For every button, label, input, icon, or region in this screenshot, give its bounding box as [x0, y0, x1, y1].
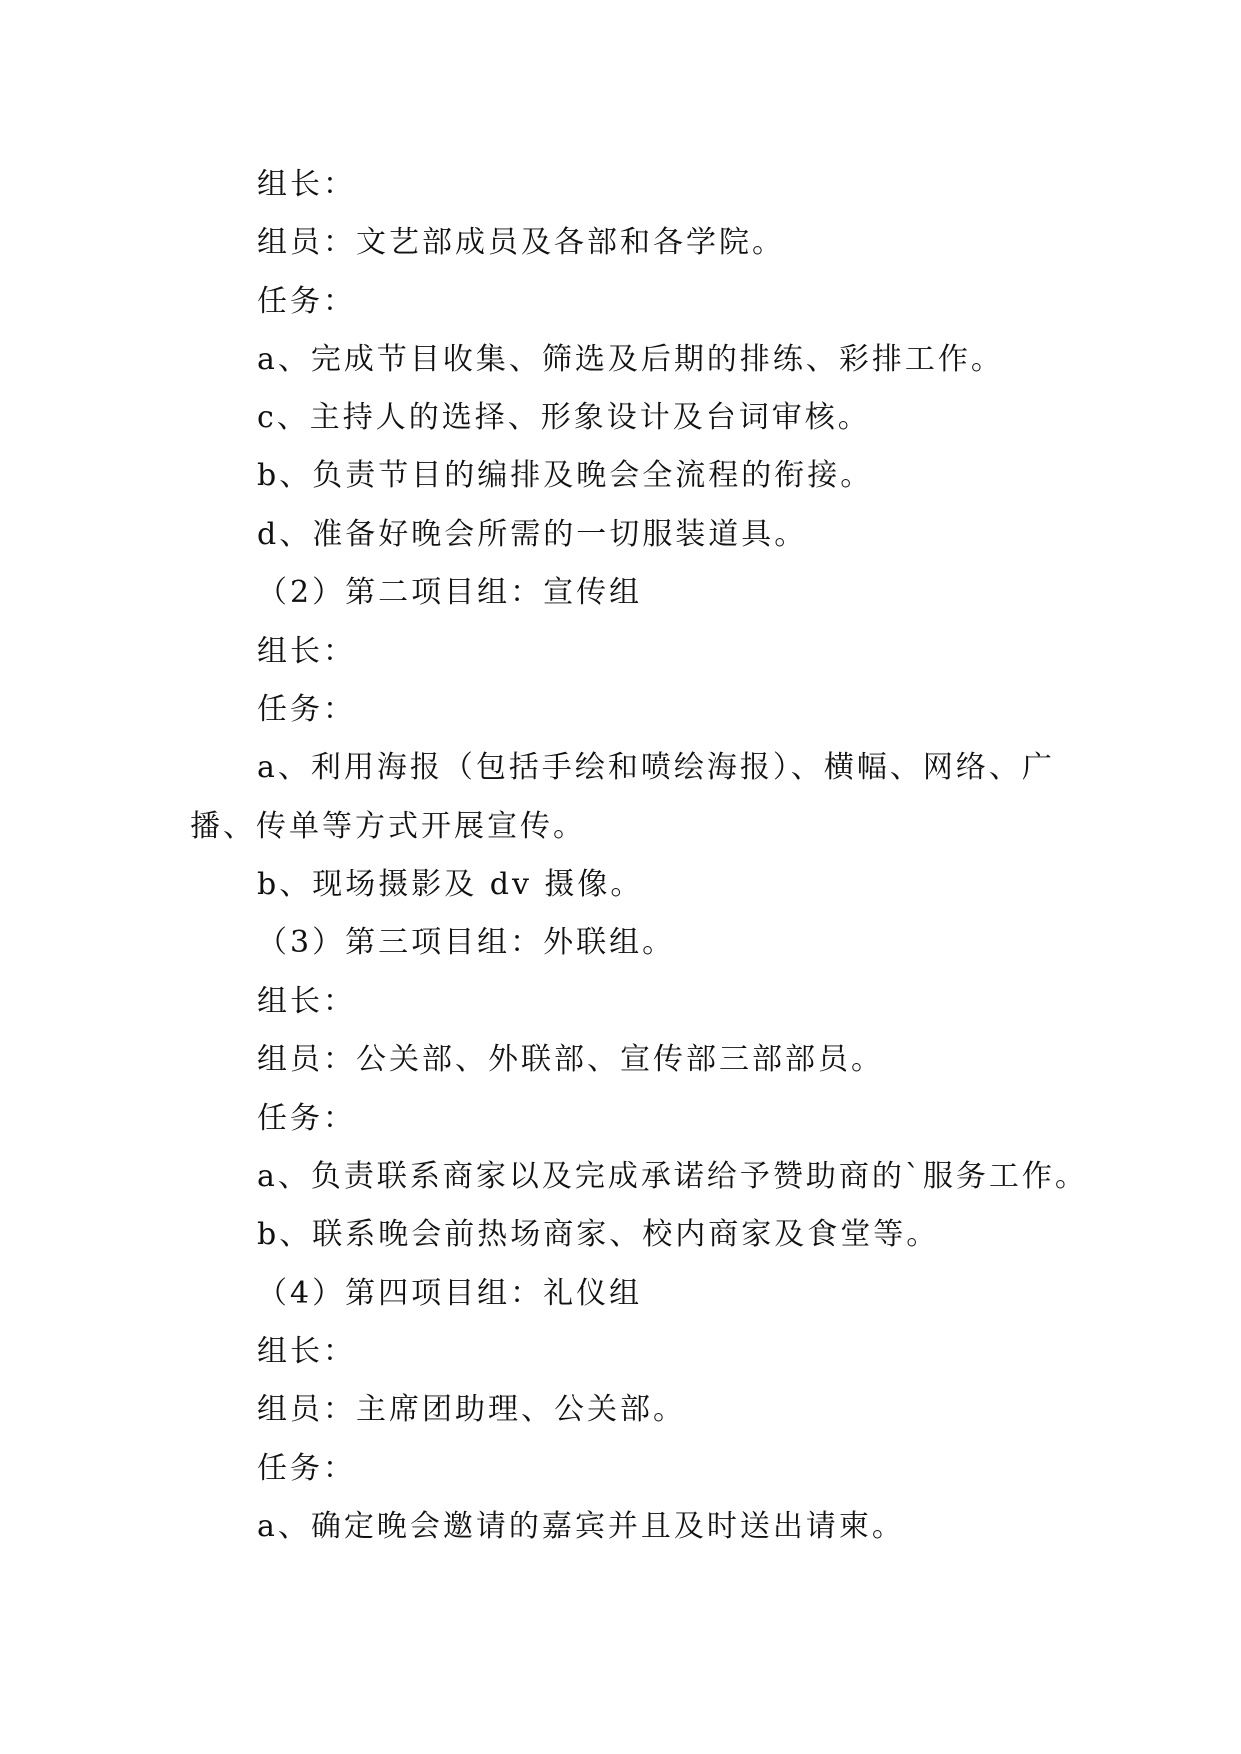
line-group-members: 组员：公关部、外联部、宣传部三部部员。 — [257, 1042, 884, 1077]
line-tasks: 任务： — [257, 692, 356, 727]
line-group-members: 组员：主席团助理、公关部。 — [257, 1392, 686, 1427]
line-tasks: 任务： — [257, 284, 356, 319]
line-group-leader: 组长： — [257, 1334, 356, 1369]
section-heading-3: （3）第三项目组：外联组。 — [257, 925, 676, 960]
line-task-a: a、完成节目收集、筛选及后期的排练、彩排工作。 — [257, 342, 1004, 377]
line-task-a: a、负责联系商家以及完成承诺给予赞助商的`服务工作。 — [257, 1159, 1088, 1194]
line-task-b: b、现场摄影及 dv 摄像。 — [257, 867, 644, 902]
line-group-members: 组员：文艺部成员及各部和各学院。 — [257, 225, 785, 260]
section-heading-2: （2）第二项目组：宣传组 — [257, 575, 643, 610]
line-task-a: a、确定晚会邀请的嘉宾并且及时送出请柬。 — [257, 1509, 905, 1544]
line-task-d: d、准备好晚会所需的一切服装道具。 — [257, 517, 808, 552]
section-heading-4: （4）第四项目组：礼仪组 — [257, 1276, 643, 1311]
line-group-leader: 组长： — [257, 634, 356, 669]
line-tasks: 任务： — [257, 1451, 356, 1486]
line-task-b: b、联系晚会前热场商家、校内商家及食堂等。 — [257, 1217, 940, 1252]
line-group-leader: 组长： — [257, 167, 356, 202]
line-task-b: b、负责节目的编排及晚会全流程的衔接。 — [257, 458, 874, 493]
line-task-a: a、利用海报（包括手绘和喷绘海报）、横幅、网络、广 — [257, 750, 1055, 785]
line-tasks: 任务： — [257, 1101, 356, 1136]
line-task-a-continued: 播、传单等方式开展宣传。 — [190, 809, 586, 844]
line-group-leader: 组长： — [257, 984, 356, 1019]
line-task-c: c、主持人的选择、形象设计及台词审核。 — [257, 400, 871, 435]
